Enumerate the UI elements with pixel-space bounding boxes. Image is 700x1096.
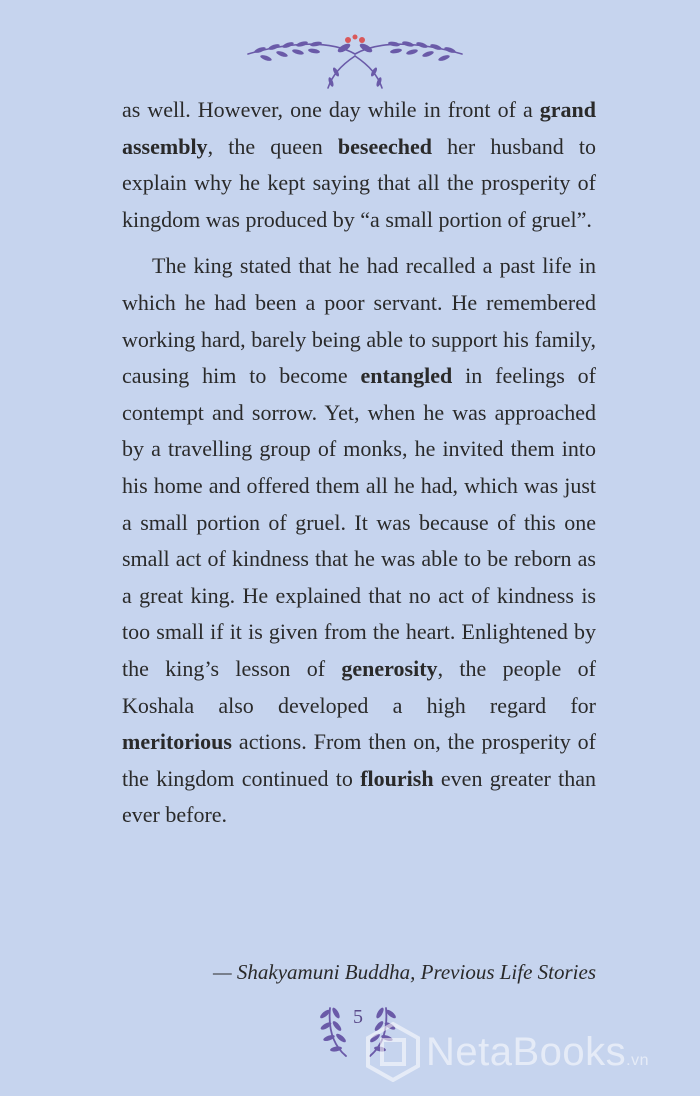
floral-ornament-icon — [240, 32, 470, 92]
text-run: her husband to explain why he kept saying that all the prosperity of kingdom was produced by “a small portion of gruel”. — [122, 133, 596, 232]
text-run: , the people of Koshala also developed a high regard for — [122, 655, 596, 718]
text-run: as well. However, one day while in front of a — [122, 97, 540, 122]
watermark — [362, 1020, 692, 1084]
netabooks-logo-icon — [362, 1020, 424, 1082]
bold-term: generosity — [341, 655, 438, 681]
story-text — [122, 92, 596, 834]
attribution: — Shakyamuni Buddha, Previous Life Stories — [212, 960, 596, 984]
bold-term: entangled — [360, 363, 453, 389]
bold-term: flourish — [360, 765, 434, 791]
page-number: 5 — [353, 1006, 363, 1028]
text-run: actions. From then on, the prosperity of the kingdom continued to — [122, 729, 596, 791]
bold-term: meritorious — [122, 729, 232, 755]
bold-term: grand assembly — [122, 97, 596, 159]
watermark-label — [426, 1030, 649, 1075]
text-run: in feelings of contempt and sorrow. Yet, when he was approached by a travelling group of monks, he invited them into his home and offered them all he had, which was just a small portion of gruel. It was because of this one small act of kindness that he was able to be reborn as a great king. He explained that no act of kindness is too small if it is given from the heart. Enlightened by the king’s lesson of — [122, 363, 596, 681]
watermark-name: NetaBooks — [426, 1030, 627, 1074]
watermark-suffix: .vn — [626, 1052, 650, 1069]
bold-term: beseeched — [337, 133, 433, 159]
text-run: The king stated that he had recalled a past life in which he had been a poor servant. He remembered working hard, barely being able to support his family, causing him to become — [122, 253, 596, 389]
text-run: , the queen — [207, 133, 338, 159]
paragraph-1 — [122, 92, 596, 238]
text-run: even greater than ever before. — [122, 765, 597, 828]
paragraph-2 — [122, 248, 596, 834]
